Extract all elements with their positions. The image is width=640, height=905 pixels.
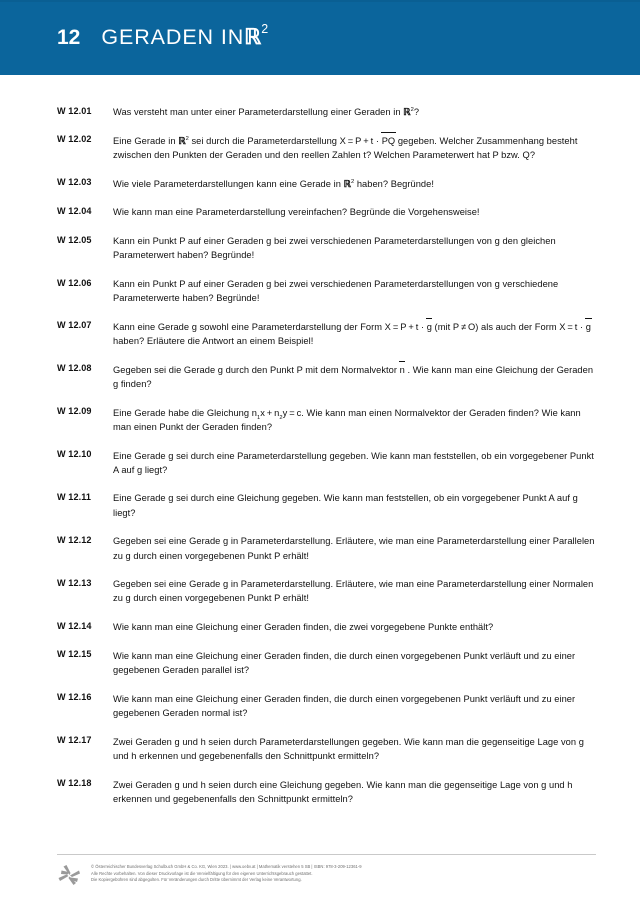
question-item — [57, 449, 596, 477]
question-item — [57, 692, 596, 720]
question-text: Wie kann man eine Gleichung einer Geraden finden, die durch einen vorgegebenen Punkt verläuft und zu einer gegebenen Geraden parallel ist? — [113, 650, 576, 676]
question-code: W 12.08 — [57, 363, 92, 374]
question-text: Wie viele Parameterdarstellungen kann eine Gerade in ℝ$^2$ haben? Begründe! — [113, 178, 434, 189]
question-item — [57, 649, 596, 677]
question-text: Kann ein Punkt P auf einer Geraden g bei zwei verschiedenen Parameterdarstellungen von g verschiedene Parameterwerte haben? Begründe! — [113, 278, 559, 304]
question-item — [57, 277, 596, 305]
chapter-title-prefix: GERADEN IN — [101, 24, 245, 49]
question-code: W 12.09 — [57, 406, 92, 417]
question-code: W 12.02 — [57, 134, 92, 145]
question-item — [57, 778, 596, 806]
question-code: W 12.05 — [57, 234, 92, 245]
question-item — [57, 735, 596, 763]
oebv-pinwheel-logo-icon — [57, 863, 91, 889]
question-list — [0, 75, 640, 806]
question-text: Wie kann man eine Parameterdarstellung vereinfachen? Begründe die Vorgehensweise! — [113, 207, 480, 218]
question-text: Wie kann man eine Gleichung einer Geraden finden, die durch einen vorgegebenen Punkt verläuft und zu einer gegebenen Geraden normal ist? — [113, 693, 576, 718]
question-text: Zwei Geraden g und h seien durch eine Gleichung gegeben. Wie kann man die gegenseitige Lage von g und h erkennen und gegebenenfalls den Schnittpunkt ermitteln? — [113, 779, 573, 804]
chapter-header-banner — [0, 0, 640, 75]
question-text: Kann ein Punkt P auf einer Geraden g bei zwei verschiedenen Parameterdarstellungen von g den gleichen Parameterwert haben? Begründe! — [113, 236, 556, 261]
question-item — [57, 577, 596, 605]
question-text: Gegeben sei eine Gerade g in Parameterdarstellung. Erläutere, wie man eine Parameterdarstellung einer Parallelen zu g durch einen vorgegebenen Punkt P erhält! — [113, 536, 595, 561]
question-code: W 12.17 — [57, 735, 92, 746]
question-item — [57, 534, 596, 562]
question-code: W 12.10 — [57, 449, 92, 460]
real-number-set-symbol: ℝ — [244, 24, 262, 49]
question-code: W 12.16 — [57, 692, 92, 703]
footer-copyright-line: © Österreichischer Bundesverlag Schulbuch GmbH & Co. KG, Wien 2023. | www.oebv.at | Mathematik verstehen 5 SB | ISBN: 978-3-209-12361-9 — [91, 864, 362, 869]
question-text: Eine Gerade habe die Gleichung $n_1x + n_2y = c$. Wie kann man einen Normalvektor der Geraden finden? Wie kann man einen Punkt der Geraden finden? — [113, 407, 581, 432]
question-code: W 12.07 — [57, 320, 92, 331]
question-code: W 12.12 — [57, 534, 92, 545]
question-text: Was versteht man unter einer Parameterdarstellung einer Geraden in ℝ$^2$? — [113, 106, 420, 117]
question-item — [57, 320, 596, 348]
question-text: Wie kann man eine Gleichung einer Geraden finden, die zwei vorgegebene Punkte enthält? — [113, 622, 494, 633]
question-item — [57, 105, 596, 119]
footer-divider — [57, 854, 596, 855]
question-code: W 12.13 — [57, 577, 92, 588]
question-text: Eine Gerade g sei durch eine Parameterdarstellung gegeben. Wie kann man feststellen, ob ein vorgegebener Punkt A auf g liegt? — [113, 450, 594, 475]
question-text: Eine Gerade in ℝ$^2$ sei durch die Parameterdarstellung X = P + t · PQ gegeben. Welcher Zusammenhang besteht zwischen den Punkten der Geraden und den reellen Zahlen t? Welchen Parameterwert hat P bzw. Q? — [113, 135, 578, 160]
question-code: W 12.18 — [57, 778, 92, 789]
question-item — [57, 406, 596, 434]
question-text: Zwei Geraden g und h seien durch Parameterdarstellungen gegeben. Wie kann man die gegenseitige Lage von g und h erkennen und gegebenenfalls den Schnittpunkt ermitteln? — [113, 736, 584, 761]
question-code: W 12.15 — [57, 649, 92, 660]
question-item — [57, 177, 596, 191]
chapter-number: 12 — [57, 26, 81, 49]
footer-fees-line: Die Kopiergebühren sind abgegolten. Für Veränderungen durch Dritte übernimmt der Verlag keine Verantwortung. — [91, 877, 302, 883]
question-item — [57, 491, 596, 519]
question-item — [57, 363, 596, 391]
question-code: W 12.11 — [57, 492, 92, 503]
question-code: W 12.06 — [57, 277, 92, 288]
question-item — [57, 620, 596, 634]
footer-rights-line: Alle Rechte vorbehalten. Von dieser Druckvorlage ist die Vervielfältigung für den eigenen Unterrichtsgebrauch gestattet. — [91, 870, 313, 876]
question-code: W 12.04 — [57, 205, 92, 216]
question-code: W 12.03 — [57, 177, 92, 188]
question-text: Eine Gerade g sei durch eine Gleichung gegeben. Wie kann man feststellen, ob ein vorgegebener Punkt A auf g liegt? — [113, 493, 578, 518]
question-text: Gegeben sei eine Gerade g in Parameterdarstellung. Erläutere, wie man eine Parameterdarstellung einer Normalen zu g durch einen vorgegebenen Punkt P erhält! — [113, 579, 594, 604]
question-item — [57, 234, 596, 262]
page-footer — [57, 854, 596, 889]
question-text: Kann eine Gerade g sowohl eine Parameterdarstellung der Form X = P + t · g (mit P ≠ O) als auch der Form X = t · g haben? Erläutere die Antwort an einem Beispiel! — [113, 321, 592, 347]
question-item — [57, 205, 596, 219]
question-item — [57, 134, 596, 162]
question-code: W 12.14 — [57, 620, 92, 631]
question-text: Gegeben sei die Gerade g durch den Punkt P mit dem Normalvektor n . Wie kann man eine Gleichung der Geraden g finden? — [113, 364, 594, 389]
question-code: W 12.01 — [57, 105, 92, 116]
page-title: GERADEN IN ℝ $^2$ — [101, 21, 270, 49]
